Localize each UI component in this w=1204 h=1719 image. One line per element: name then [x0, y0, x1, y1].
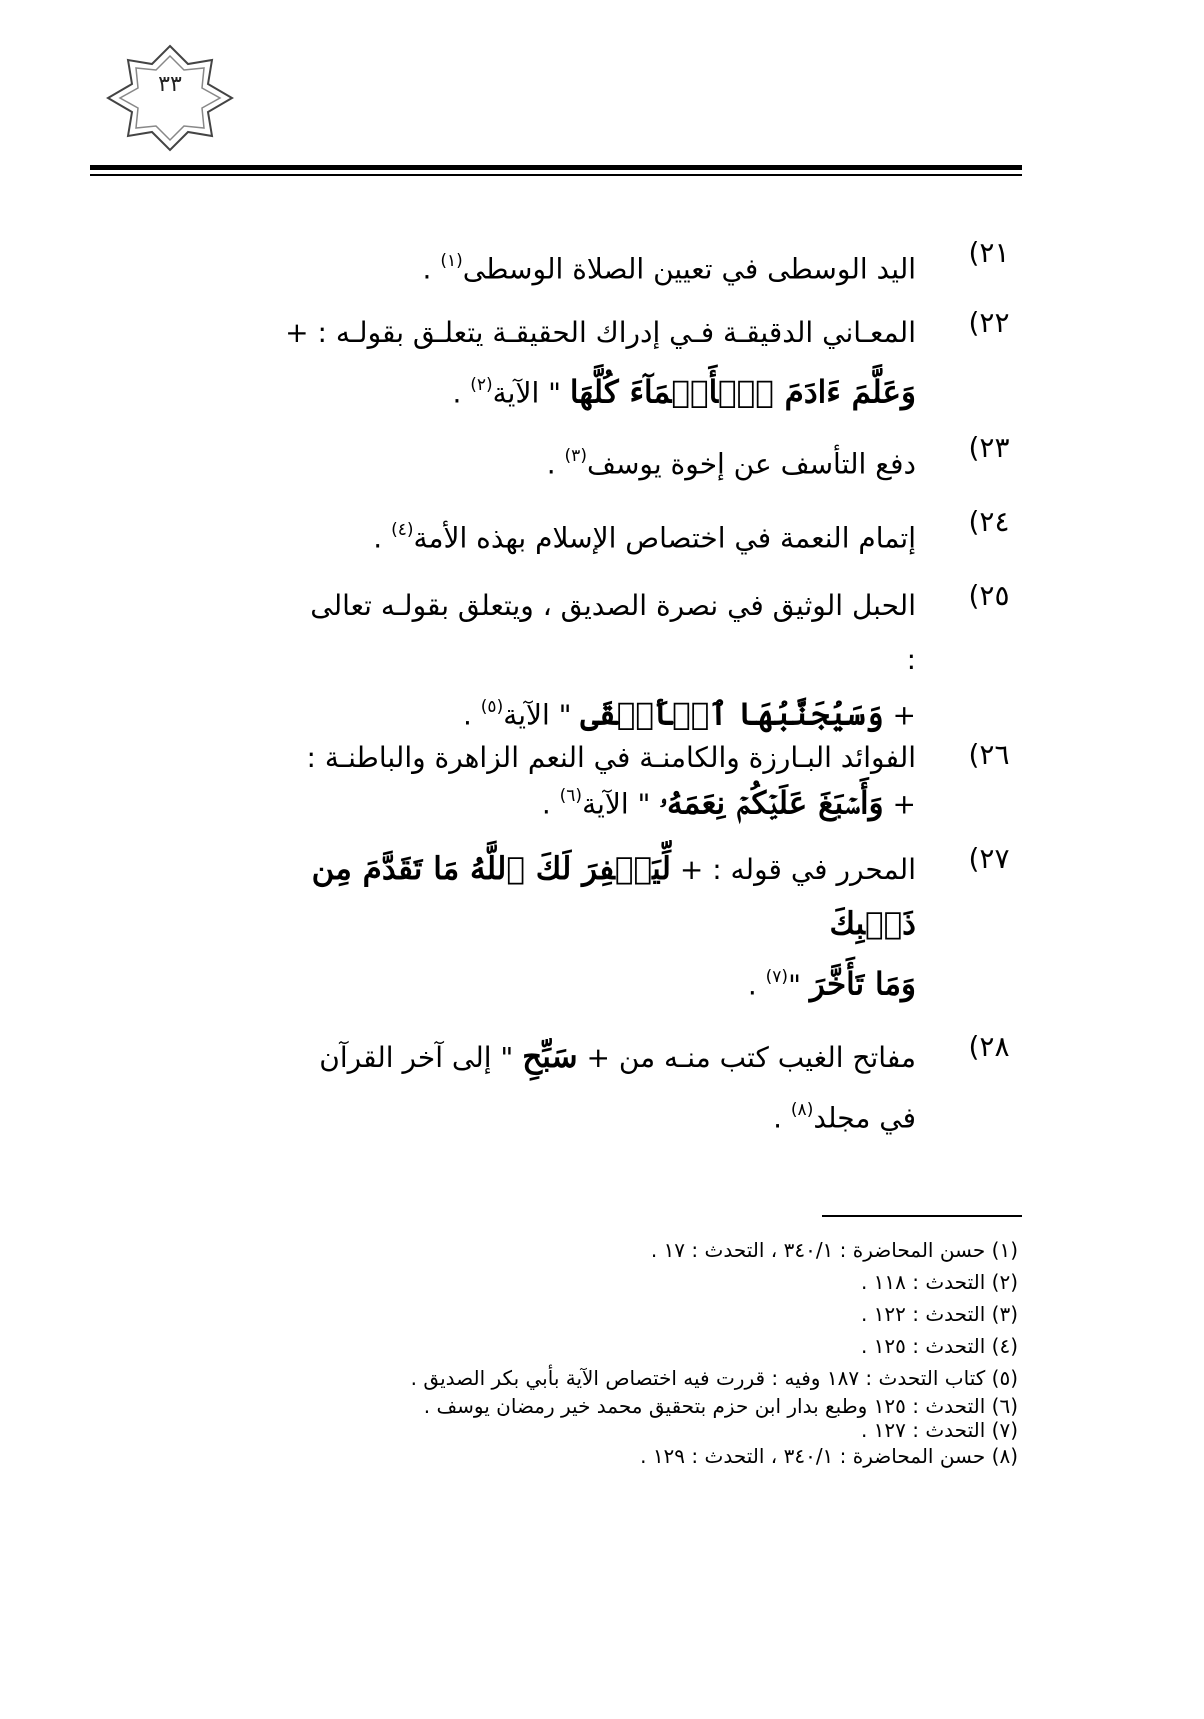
entry-line: في مجلد$^{(٨)}$ .	[773, 1100, 916, 1135]
entry-line: المحرر في قوله : + لِّيَغۡفِرَ لَكَ ٱللَّهُ مَا تَقَدَّمَ مِن ذَنۢبِكَ	[311, 850, 916, 942]
entry-number: ٢٨)	[968, 1030, 1010, 1064]
entry-line: دفع التأسف عن إخوة يوسف$^{(٣)}$ .	[546, 445, 916, 480]
entry-line: وَمَا تَأَخَّرَ "$^{(٧)}$ .	[747, 966, 916, 1003]
entry-24	[260, 505, 1020, 565]
entry-number: ٢٣)	[968, 430, 1010, 464]
entry-text	[260, 505, 916, 565]
footnotes	[200, 1234, 1018, 1470]
footnote-2: (٢) التحدث : ١١٨ .	[860, 1270, 1018, 1294]
entry-line: المعـاني الدقيقـة فـي إدراك الحقيقـة يتعلـق بقولـه : +	[285, 316, 916, 350]
entry-26	[260, 738, 1020, 824]
footnote-4: (٤) التحدث : ١٢٥ .	[860, 1334, 1018, 1358]
footnote-1: (١) حسن المحاضرة : ٣٤٠/١ ، التحدث : ١٧ .	[650, 1238, 1018, 1262]
entry-text	[260, 1030, 916, 1145]
entry-21	[260, 236, 1020, 296]
header-rule-thick	[90, 165, 1022, 170]
entry-25	[260, 579, 1020, 737]
header-rule-thin	[90, 174, 1022, 176]
footnote-6: (٦) التحدث : ١٢٥ وطبع بدار ابن حزم بتحقيق محمد خير رمضان يوسف .	[423, 1394, 1018, 1418]
entry-text	[260, 306, 916, 420]
entry-number: ٢٢)	[968, 306, 1010, 340]
entry-text	[260, 579, 916, 737]
entry-number: ٢٥)	[968, 579, 1010, 613]
footnote-8: (٨) حسن المحاضرة : ٣٤٠/١ ، التحدث : ١٢٩ .	[640, 1444, 1018, 1468]
page-number-ornament	[100, 42, 240, 154]
entry-line: + وَسَيُجَنَّبُهَا ٱلۡأَتۡقَى " الآية$^{(٥)}$ .	[462, 696, 916, 733]
entry-23	[260, 431, 1020, 491]
entry-28	[260, 1030, 1020, 1145]
footnote-5: (٥) كتاب التحدث : ١٨٧ وفيه : قررت فيه اختصاص الآية بأبي بكر الصديق .	[410, 1366, 1018, 1390]
entries-list	[260, 236, 1020, 1146]
page-number: ٣٣	[158, 72, 182, 97]
entry-line: وَعَلَّمَ ءَادَمَ ٱلۡأَسۡمَآءَ كُلَّهَا " الآية$^{(٢)}$ .	[452, 374, 916, 411]
entry-number: ٢٧)	[968, 841, 1010, 875]
entry-text	[260, 431, 916, 491]
entry-text	[260, 236, 916, 296]
entry-text	[260, 738, 916, 824]
entry-27	[260, 842, 1020, 1012]
entry-text	[260, 842, 916, 1012]
entry-line: :	[906, 643, 916, 677]
entry-line: الفوائد البـارزة والكامنـة في النعم الزاهرة والباطنـة :	[306, 740, 916, 774]
footnote-separator	[822, 1215, 1022, 1217]
entry-line: اليد الوسطى في تعيين الصلاة الوسطى$^{(١)}$ .	[422, 251, 916, 286]
entry-line: مفاتح الغيب كتب منـه من + سَبِّحِ " إلى آخر القرآن	[319, 1039, 916, 1076]
entry-line: الحبل الوثيق في نصرة الصديق ، ويتعلق بقولـه تعالى	[310, 589, 916, 623]
entry-line: إتمام النعمة في اختصاص الإسلام بهذه الأمة$^{(٤)}$ .	[373, 519, 916, 555]
entry-line: + وَأَسۡبَغَ عَلَيۡكُمۡ نِعَمَهُۥ " الآية$^{(٦)}$ .	[541, 784, 916, 821]
entry-number: ٢٤)	[968, 504, 1010, 538]
entry-number: ٢١)	[968, 236, 1010, 269]
footnote-7: (٧) التحدث : ١٢٧ .	[860, 1418, 1018, 1442]
footnote-3: (٣) التحدث : ١٢٢ .	[860, 1302, 1018, 1326]
entry-number: ٢٦)	[968, 737, 1010, 771]
entry-22	[260, 306, 1020, 420]
